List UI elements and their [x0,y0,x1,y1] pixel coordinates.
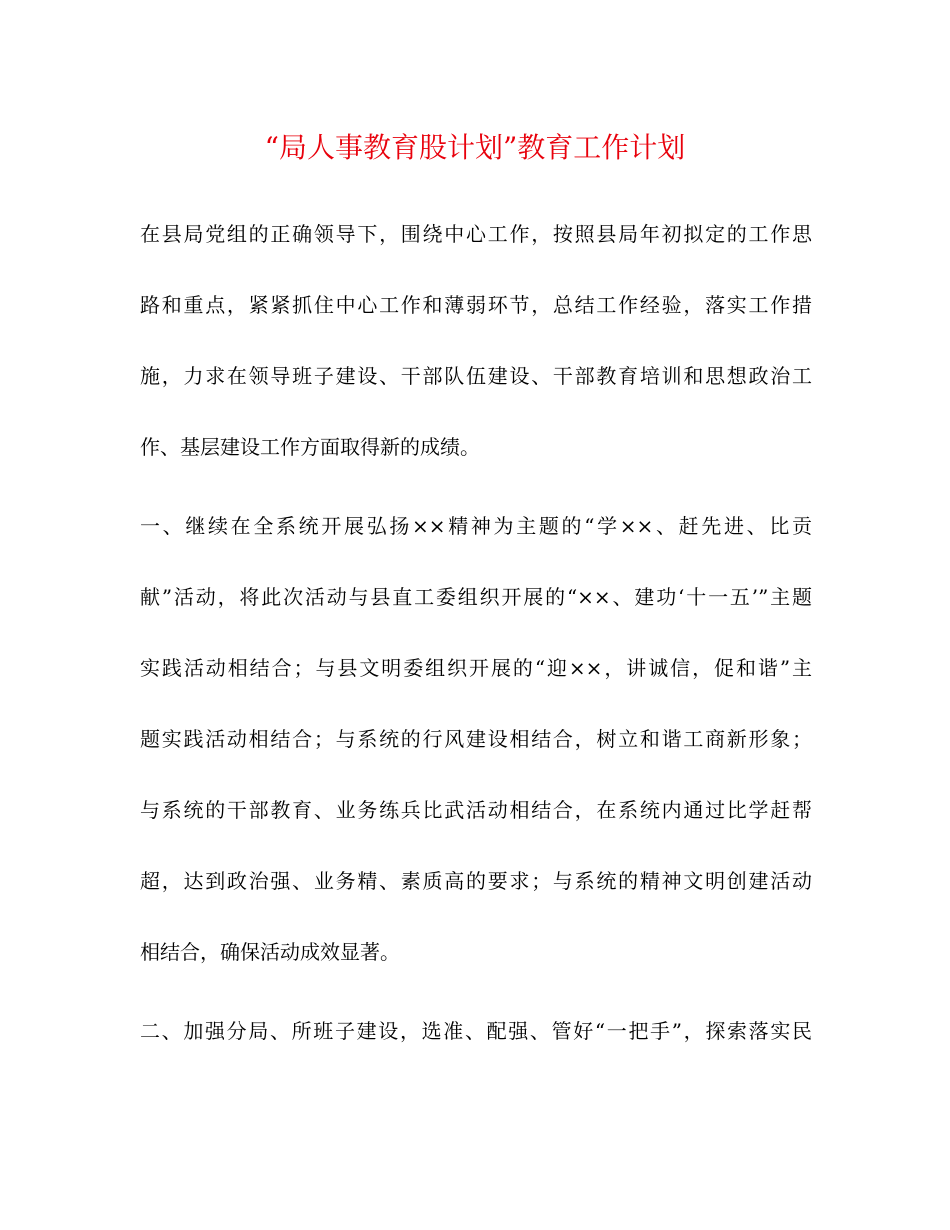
body-line: 超，达到政治强、业务精、素质高的要求；与系统的精神文明创建活动 [140,869,812,893]
body-line: 作、基层建设工作方面取得新的成绩。 [140,435,480,459]
body-line: 实践活动相结合；与县文明委组织开展的“迎××，讲诚信，促和谐”主 [140,656,812,680]
body-line: 题实践活动相结合；与系统的行风建设相结合，树立和谐工商新形象； [140,727,812,751]
body-line: 与系统的干部教育、业务练兵比武活动相结合，在系统内通过比学赶帮 [140,798,812,822]
document-title: “局人事教育股计划”教育工作计划 [264,131,686,164]
body-line: 施，力求在领导班子建设、干部队伍建设、干部教育培训和思想政治工 [140,364,812,388]
body-line: 献”活动，将此次活动与县直工委组织开展的“××、建功‘十一五’”主题 [140,585,812,609]
body-line: 在县局党组的正确领导下，围绕中心工作，按照县局年初拟定的工作思 [140,222,812,246]
body-line: 相结合，确保活动成效显著。 [140,940,400,964]
body-line: 路和重点，紧紧抓住中心工作和薄弱环节，总结工作经验，落实工作措 [140,293,812,317]
body-line: 一、继续在全系统开展弘扬××精神为主题的“学××、赶先进、比贡 [140,514,812,538]
body-line: 二、加强分局、所班子建设，选准、配强、管好“一把手”，探索落实民 [140,1019,812,1043]
